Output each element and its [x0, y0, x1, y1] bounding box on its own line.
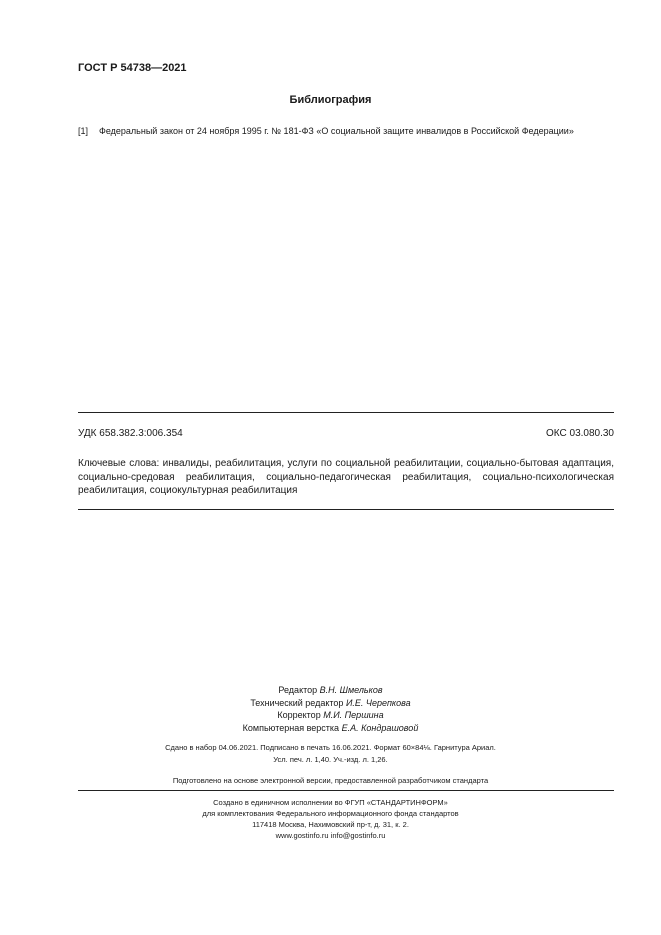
- oks-code: ОКС 03.080.30: [546, 428, 614, 439]
- publisher-line: Создано в единичном исполнении во ФГУП «СТАНДАРТИНФОРМ»: [213, 798, 448, 807]
- credit-line-editor: Редактор В.Н. Шмельков: [278, 685, 383, 695]
- print-info-line: Усл. печ. л. 1,40. Уч.-изд. л. 1,26.: [273, 755, 388, 764]
- keywords-text: Ключевые слова: инвалиды, реабилитация, услуги по социальной реабилитации, социально-бытовая адаптация, социально-средовая реабилитация, социально-педагогическая реабилитация, социально-психологическая реабилитация, социокультурная реабилитация: [78, 458, 614, 496]
- publisher-block: [0, 797, 661, 841]
- publisher-line: www.gostinfo.ru info@gostinfo.ru: [275, 831, 386, 840]
- credit-line-layout: Компьютерная верстка Е.А. Кондрашовой: [242, 722, 419, 733]
- credit-line-tech-editor: Технический редактор И.Е. Черепкова: [250, 697, 411, 708]
- bibliography-item-text: Федеральный закон от 24 ноября 1995 г. № 181-ФЗ «О социальной защите инвалидов в Российской Федерации»: [99, 126, 574, 136]
- bibliography-item-number: [1]: [78, 126, 89, 136]
- divider-bottom: [78, 790, 614, 791]
- document-code: ГОСТ Р 54738—2021: [78, 62, 187, 74]
- divider-keywords: [78, 509, 614, 510]
- bibliography-title: Библиография: [289, 94, 372, 106]
- prepared-note: Подготовлено на основе электронной версии, предоставленной разработчиком стандарта: [172, 776, 489, 785]
- publisher-line: 117418 Москва, Нахимовский пр-т, д. 31, к. 2.: [252, 820, 409, 829]
- credits-block: [0, 684, 661, 734]
- credit-line-proofreader: Корректор М.И. Першина: [277, 710, 384, 720]
- print-info-line: Сдано в набор 04.06.2021. Подписано в печать 16.06.2021. Формат 60×84⅛. Гарнитура Ариал.: [165, 743, 496, 752]
- udk-code: УДК 658.382.3:006.354: [78, 428, 183, 439]
- publisher-line: для комплектования Федерального информационного фонда стандартов: [202, 809, 459, 818]
- divider-top: [78, 412, 614, 413]
- print-info: [0, 742, 661, 766]
- bibliography-item: [78, 125, 618, 137]
